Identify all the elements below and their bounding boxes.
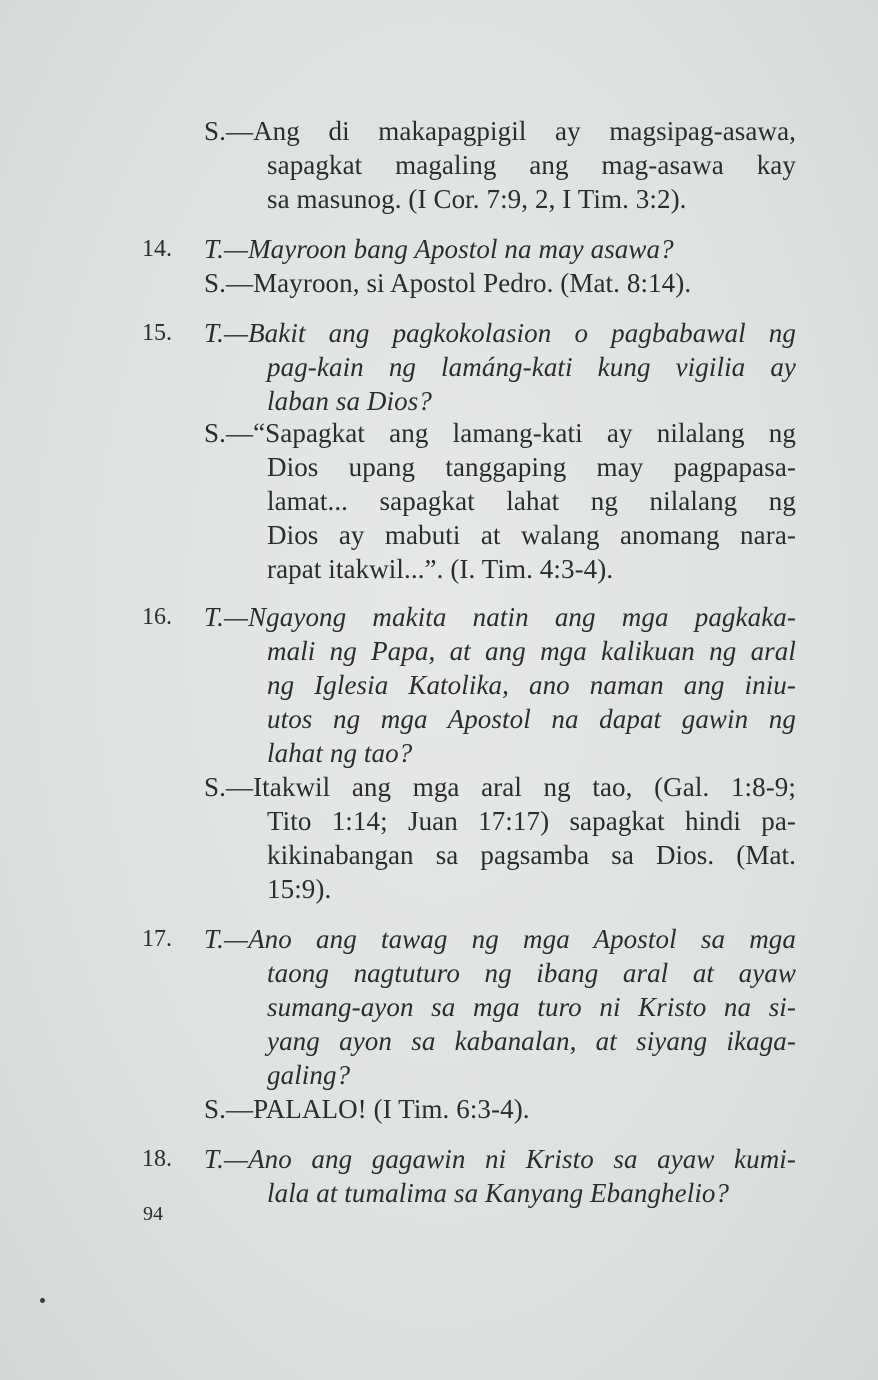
question-line: T.—Mayroon bang Apostol na may asawa? [204,234,674,264]
question-number: 15. [142,320,172,346]
page-number: 94 [143,1203,163,1225]
question-line: pag-kain ng lamáng-kati kung vigilia ay [267,352,796,382]
answer-line: sa masunog. (I Cor. 7:9, 2, I Tim. 3:2). [267,184,687,214]
answer-line: sapagkat magaling ang mag-asawa kay [267,150,796,180]
question-line: taong nagtuturo ng ibang aral at ayaw [267,958,796,988]
answer-line: 15:9). [267,874,332,904]
question-line: T.—Ngayong makita natin ang mga pagkaka- [204,602,796,632]
question-line: mali ng Papa, at ang mga kalikuan ng aral [267,636,796,666]
question-number: 14. [142,236,172,262]
question-line: laban sa Dios? [267,386,432,416]
answer-line: Dios upang tanggaping may pagpapasa- [267,452,796,482]
answer-line: lamat... sapagkat lahat ng nilalang ng [267,486,796,516]
question-number: 17. [142,926,172,952]
question-line: lala at tumalima sa Kanyang Ebanghelio? [267,1178,730,1208]
answer-line: S.—PALALO! (I Tim. 6:3-4). [204,1094,530,1124]
answer-line: kikinabangan sa pagsamba sa Dios. (Mat. [267,840,796,870]
answer-line: Tito 1:14; Juan 17:17) sapagkat hindi pa- [267,806,796,836]
question-line: ng Iglesia Katolika, ano naman ang iniu- [267,670,796,700]
question-line: lahat ng tao? [267,738,413,768]
answer-line: Dios ay mabuti at walang anomang nara- [267,520,796,550]
answer-line: S.—Ang di makapagpigil ay magsipag-asawa, [204,116,796,146]
answer-line: rapat itakwil...”. (I. Tim. 4:3-4). [267,554,614,584]
question-line: galing? [267,1060,351,1090]
answer-line: S.—“Sapagkat ang lamang-kati ay nilalang ng [204,418,796,448]
paper-speck [40,1298,45,1303]
question-number: 16. [142,604,172,630]
question-line: yang ayon sa kabanalan, at siyang ikaga- [267,1026,796,1056]
answer-line: S.—Mayroon, si Apostol Pedro. (Mat. 8:14). [204,268,692,298]
question-number: 18. [142,1146,172,1172]
question-line: T.—Ano ang gagawin ni Kristo sa ayaw kumi- [204,1144,796,1174]
question-line: T.—Ano ang tawag ng mga Apostol sa mga [204,924,796,954]
answer-line: S.—Itakwil ang mga aral ng tao, (Gal. 1:8-9; [204,772,796,802]
question-line: sumang-ayon sa mga turo ni Kristo na si- [267,992,796,1022]
question-line: utos ng mga Apostol na dapat gawin ng [267,704,796,734]
question-line: T.—Bakit ang pagkokolasion o pagbabawal ng [204,318,796,348]
